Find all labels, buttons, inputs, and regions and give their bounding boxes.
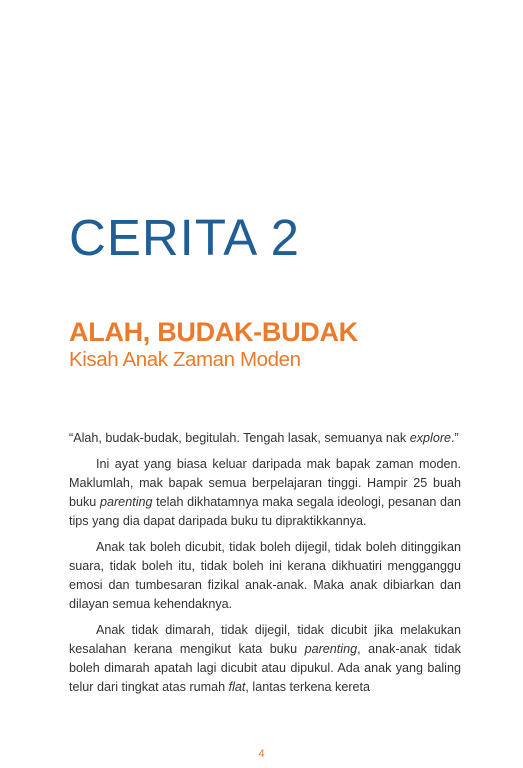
page-number: 4 [258,748,265,760]
text-run-italic: flat [228,680,246,694]
chapter-heading: CERITA 2 [69,209,300,266]
text-run-italic: parenting [99,495,153,509]
text-run-italic: explore [409,431,452,445]
body-text [69,429,461,704]
story-subtitle: Kisah Anak Zaman Moden [69,348,301,371]
text-run: , lantas terkena kereta [245,680,371,694]
paragraph [69,621,461,697]
story-title: ALAH, BUDAK-BUDAK [69,317,358,347]
text-run: Anak tidak dimarah, tidak dijegil, tidak dicubit jika melakukan kesalahan kerana mengikut kata buku [69,623,461,656]
text-run: , anak-anak tidak boleh dimarah apatah lagi dicubit atau dipukul. Ada anak yang baling telur dari tingkat atas rumah [69,642,461,694]
paragraph [69,429,461,448]
text-run: Anak tak boleh dicubit, tidak boleh dijegil, tidak boleh ditinggikan suara, tidak boleh itu, tidak boleh ini kerana dikhuatiri mengganggu emosi dan tumbesaran fizikal anak-anak. Maka anak dibiarkan dan dilayan semua kehendaknya. [69,540,461,611]
paragraph [69,538,461,614]
text-run: telah dikhatamnya maka segala ideologi, pesanan dan tips yang dia dapat daripada buku tu dipraktikkannya. [69,495,461,528]
text-run: “Alah, budak-budak, begitulah. Tengah lasak, semuanya nak [69,431,410,445]
paragraph [69,455,461,531]
text-run-italic: parenting [304,642,358,656]
text-run: Ini ayat yang biasa keluar daripada mak bapak zaman moden. Maklumlah, mak bapak semua berpelajaran tinggi. Hampir 25 buah buku [69,457,461,509]
text-run: .” [451,431,459,445]
